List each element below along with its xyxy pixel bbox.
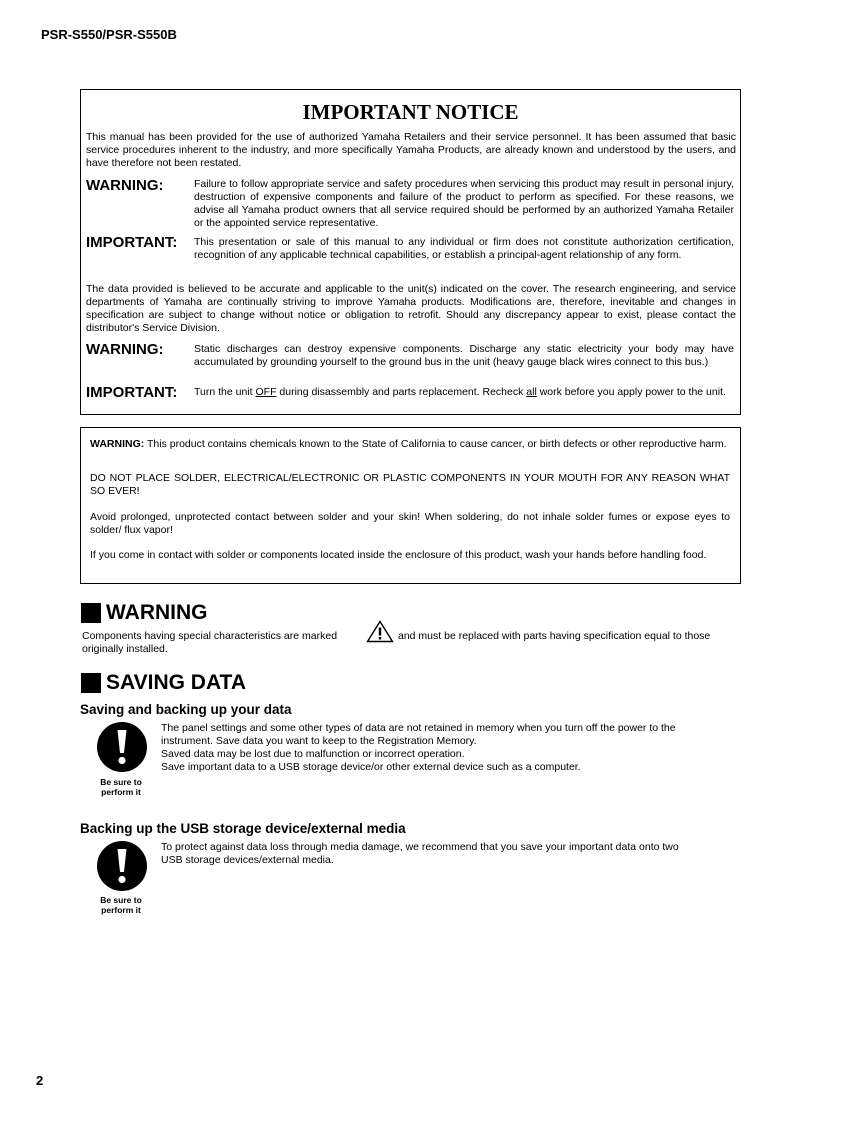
chem-skin-paragraph: Avoid prolonged, unprotected contact between solder and your skin! When soldering, do not inhale solder fumes or expose eyes to solder/ flux vapor! <box>90 511 730 536</box>
usb-backup-text: To protect against data loss through media damage, we recommend that you save your important data onto two USB storage devices/external media. <box>161 841 679 866</box>
chem-wash-hands-paragraph: If you come in contact with solder or components located inside the enclosure of this product, wash your hands before handling food. <box>90 549 707 561</box>
all-emphasis: all <box>526 386 537 398</box>
chemical-warning-box <box>80 427 741 584</box>
be-sure-label-2: Be sure to perform it <box>100 895 142 915</box>
important-notice-title: IMPORTANT NOTICE <box>302 100 519 124</box>
warning2-label: WARNING: <box>86 341 164 358</box>
chem-solder-mouth-paragraph: DO NOT PLACE SOLDER, ELECTRICAL/ELECTRONIC OR PLASTIC COMPONENTS IN YOUR MOUTH FOR ANY REASON WHAT SO EVER! <box>90 472 730 497</box>
chem-warning-label: WARNING: <box>90 438 145 450</box>
notice-data-paragraph: The data provided is believed to be accurate and applicable to the unit(s) indicated on the cover. The research engineering, and service departments of Yamaha are continually striving to improve Yamaha products. Modifications are, therefore, inevitable and changes in specification are subject to change without notice or obligation to retrofit. Should any discrepancy appear to exist, please contact the distributor's Service Division. <box>86 283 736 334</box>
warning-section-text-after: and must be replaced with parts having specification equal to those originally installed. <box>82 630 711 655</box>
be-sure-label-1: Be sure to perform it <box>100 777 142 797</box>
warning1-text: Failure to follow appropriate service and safety procedures when servicing this product may result in personal injury, destruction of expensive components and failure of the product to perform as specified. For these reasons, we advise all Yamaha product owners that all service required should be performed by an authorized Yamaha Retailer or the appointed service representative. <box>194 178 734 229</box>
saving-backup-subheading: Saving and backing up your data <box>80 702 292 717</box>
usb-backup-subheading: Backing up the USB storage device/external media <box>80 821 406 836</box>
important1-label: IMPORTANT: <box>86 234 178 251</box>
important-notice-box <box>80 89 741 415</box>
warning1-label: WARNING: <box>86 177 164 194</box>
warning-section-text-before: Components having special characteristics are marked <box>82 630 338 642</box>
heading-square-icon <box>81 673 101 693</box>
document-model-header: PSR-S550/PSR-S550B <box>41 27 177 42</box>
important2-label: IMPORTANT: <box>86 384 178 401</box>
chem-warning-paragraph: WARNING: This product contains chemicals known to the State of California to cause cancer, or birth defects or other reproductive harm. <box>90 438 727 450</box>
saving-backup-text: The panel settings and some other types of data are not retained in memory when you turn off the power to the instrument. Save data you want to keep to the Registration Memory. Saved data may be lost due to malfunction or incorrect operation. Save important data to a USB storage device/or other external device such as a computer. <box>161 722 676 773</box>
off-emphasis: OFF <box>255 386 277 398</box>
mandatory-action-icon <box>96 840 148 892</box>
warning-section-heading: WARNING <box>81 601 208 625</box>
heading-square-icon <box>81 603 101 623</box>
warning2-text: Static discharges can destroy expensive components. Discharge any static electricity your body may have accumulated by grounding yourself to the ground bus in the unit (heavy gauge black wires connect to this bus.) <box>194 343 734 368</box>
page-number: 2 <box>36 1073 44 1088</box>
important2-text: Turn the unit OFF during disassembly and parts replacement. Recheck all work before you apply power to the unit. <box>194 386 726 398</box>
important1-text: This presentation or sale of this manual to any individual or firm does not constitute authorization certification, recognition of any applicable technical capabilities, or establish a principal-agent relationship of any form. <box>194 236 734 261</box>
notice-intro-paragraph: This manual has been provided for the use of authorized Yamaha Retailers and their service personnel. It has been assumed that basic service procedures inherent to the industry, and more specifically Yamaha Products, are already known and understood by the users, and have therefore not been restated. <box>86 131 736 169</box>
mandatory-action-icon <box>96 721 148 773</box>
saving-data-heading: SAVING DATA <box>81 671 246 695</box>
